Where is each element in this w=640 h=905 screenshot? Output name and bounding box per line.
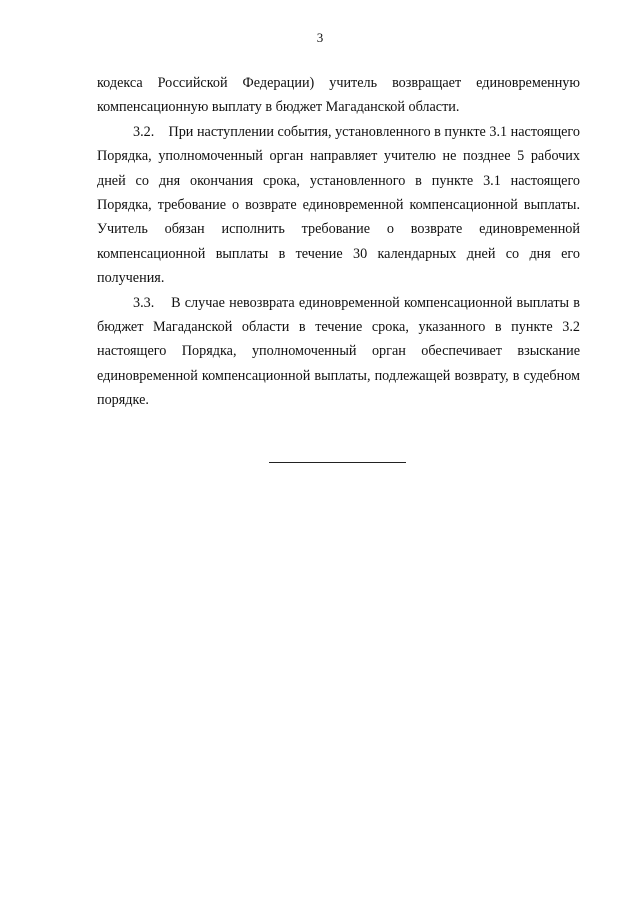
document-body xyxy=(97,71,580,413)
paragraph-3-3: 3.3. В случае невозврата единовременной компенсационной выплаты в бюджет Магаданской области в течение срока, указанного в пункте 3.2 настоящего Порядка, уполномоченный орган обеспечивает взыскание единовременной компенсационной выплаты, подлежащей возврату, в судебном порядке. xyxy=(97,294,580,409)
paragraph-continuation: кодекса Российской Федерации) учитель возвращает единовременную компенсационную выплату в бюджет Магаданской области. xyxy=(97,75,580,116)
end-of-document-rule xyxy=(269,462,406,463)
page-number: 3 xyxy=(316,30,324,45)
paragraph-3-2: 3.2. При наступлении события, установленного в пункте 3.1 настоящего Порядка, уполномоченный орган направляет учителю не позднее 5 рабочих дней со дня окончания срока, установленного в пункте 3.1 настоящего Порядка, требование о возврате единовременной компенсационной выплаты. Учитель обязан исполнить требование о возврате единовременной компенсационной выплаты в течение 30 календарных дней со дня его получения. xyxy=(97,123,580,287)
